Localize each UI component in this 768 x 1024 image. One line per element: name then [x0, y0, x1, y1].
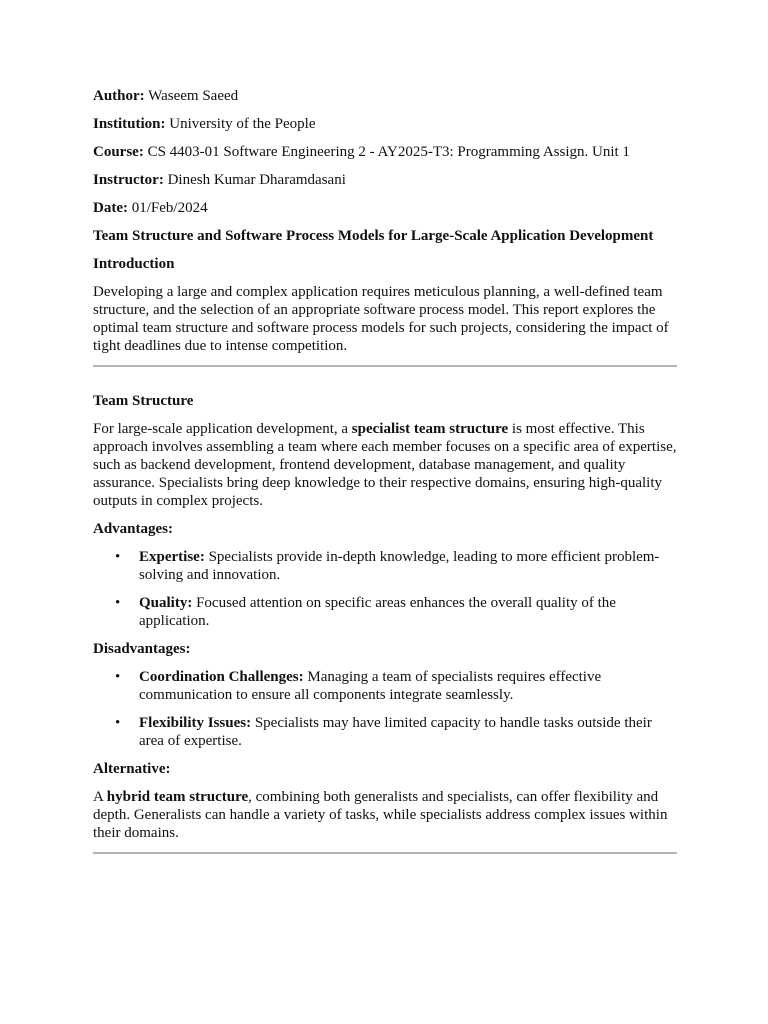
bullet-icon: •	[115, 549, 121, 565]
instructor-line	[93, 171, 677, 189]
advantages-list	[93, 548, 677, 630]
course-value: CS 4403-01 Software Engineering 2 - AY2025-T3: Programming Assign. Unit 1	[143, 144, 630, 160]
list-item	[115, 668, 677, 704]
list-item-term: Flexibility Issues:	[139, 715, 252, 731]
alt-post: , combining both generalists and specialists, can offer flexibility and depth. Generalists can handle a variety of tasks, while specialists address complex issues within their domains.	[93, 789, 668, 841]
disadvantages-heading: Disadvantages:	[93, 641, 191, 657]
list-item-text: Specialists provide in-depth knowledge, leading to more efficient problem-solving and innovation.	[139, 549, 660, 583]
date-label: Date:	[93, 200, 128, 216]
list-item	[115, 548, 677, 584]
team-structure-paragraph	[93, 420, 677, 510]
intro-paragraph: Developing a large and complex application requires meticulous planning, a well-defined team structure, and the selection of an appropriate software process model. This report explores the optimal team structure and software process models for such projects, considering the impact of tight deadlines due to intense competition.	[93, 284, 669, 354]
team-p1-pre: For large-scale application development, a	[93, 421, 352, 437]
list-item-term: Quality:	[139, 595, 193, 611]
list-item-text: Specialists may have limited capacity to handle tasks outside their area of expertise.	[139, 715, 652, 749]
bullet-icon: •	[115, 595, 121, 611]
list-item	[115, 714, 677, 750]
date-value: 01/Feb/2024	[127, 200, 208, 216]
alt-pre: A	[93, 789, 107, 805]
section-divider	[93, 365, 677, 367]
author-value: Waseem Saeed	[144, 88, 239, 104]
advantages-heading: Advantages:	[93, 521, 174, 537]
author-label: Author:	[93, 88, 145, 104]
bullet-icon: •	[115, 715, 121, 731]
document-page	[93, 87, 677, 854]
institution-line	[93, 115, 677, 133]
list-item-text: Focused attention on specific areas enhances the overall quality of the application.	[139, 595, 616, 629]
institution-value: University of the People	[165, 116, 316, 132]
list-item-term: Expertise:	[139, 549, 205, 565]
alternative-paragraph	[93, 788, 677, 842]
author-line	[93, 87, 677, 105]
disadvantages-list	[93, 668, 677, 750]
document-title: Team Structure and Software Process Models for Large-Scale Application Development	[93, 228, 654, 244]
instructor-label: Instructor:	[93, 172, 164, 188]
list-item-term: Coordination Challenges:	[139, 669, 304, 685]
course-line	[93, 143, 677, 161]
list-item-text: Managing a team of specialists requires effective communication to ensure all components integrate seamlessly.	[139, 669, 602, 703]
specialist-team-term: specialist team structure	[351, 421, 509, 437]
section-divider	[93, 852, 677, 854]
list-item	[115, 594, 677, 630]
alternative-heading: Alternative:	[93, 761, 171, 777]
course-label: Course:	[93, 144, 144, 160]
date-line	[93, 199, 677, 217]
team-p1-post: is most effective. This approach involves assembling a team where each member focuses on a specific area of expertise, such as backend development, frontend development, database management, and quality assurance. Specialists bring deep knowledge to their respective domains, ensuring high-quality outputs in complex projects.	[93, 421, 677, 509]
institution-label: Institution:	[93, 116, 166, 132]
instructor-value: Dinesh Kumar Dharamdasani	[163, 172, 346, 188]
bullet-icon: •	[115, 669, 121, 685]
team-structure-heading: Team Structure	[93, 393, 194, 409]
intro-heading: Introduction	[93, 256, 175, 272]
hybrid-team-term: hybrid team structure	[106, 789, 249, 805]
